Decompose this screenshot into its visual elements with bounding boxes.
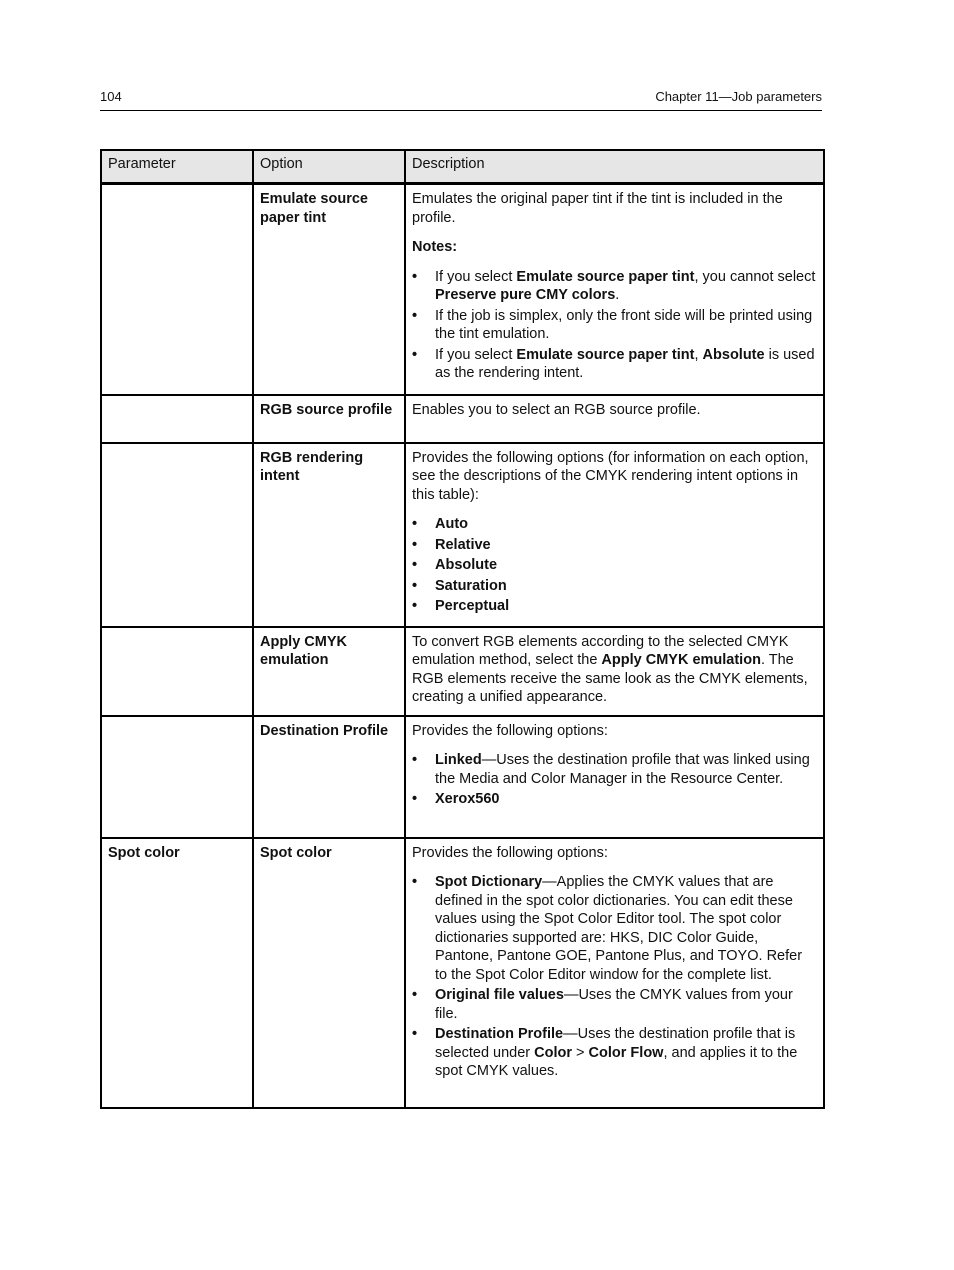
option-text: —Uses the CMYK values from your file.: [435, 987, 793, 1022]
list-item: [412, 556, 817, 575]
options-list: [412, 873, 817, 1081]
note-bold: Absolute: [702, 346, 765, 363]
option-text: —Applies the CMYK values that are defined in the spot color dictionaries. You can edit these values using the Spot Color Editor tool. The spot color dictionaries supported are: HKS, DIC Color Guide, Pantone, Pantone GOE, Pantone Plus, and TOYO. Refer to the Spot Color Editor window for the complete list.: [435, 874, 803, 983]
note-bold: Emulate source paper tint: [516, 268, 695, 285]
column-header-description: Description: [405, 150, 824, 184]
option-text: >: [572, 1044, 589, 1061]
description-part: . The RGB elements receive the same look as the CMYK elements, creating a unified appearance.: [412, 652, 808, 705]
option-name: Relative: [435, 536, 491, 553]
list-item: [412, 1025, 817, 1081]
description-text: Emulates the original paper tint if the tint is included in the profile.: [412, 191, 783, 226]
description-text: Provides the following options:: [412, 844, 608, 861]
table-header-row: [101, 150, 824, 184]
option-name: Absolute: [435, 557, 498, 573]
option-cell: Destination Profile: [253, 716, 405, 838]
table-row: [101, 838, 824, 1108]
page-number: 104: [100, 89, 122, 104]
parameter-cell: [101, 627, 253, 716]
option-text: —Uses the destination profile that is selected under: [435, 1026, 796, 1061]
option-name: Spot Dictionary: [435, 874, 543, 890]
option-name: Destination Profile: [435, 1026, 564, 1042]
options-list: [412, 515, 817, 616]
description-cell: [405, 627, 824, 716]
option-name: Auto: [435, 516, 469, 532]
note-text: If you select: [435, 268, 517, 285]
note-text: , you cannot select: [694, 268, 816, 285]
list-item: [412, 268, 817, 305]
list-item: [412, 873, 817, 984]
list-item: [412, 577, 817, 596]
description-part: To convert RGB elements according to the selected CMYK emulation method, select the: [412, 633, 789, 668]
chapter-title: Chapter 11—Job parameters: [655, 89, 822, 104]
list-item: [412, 751, 817, 788]
options-list: [412, 751, 817, 809]
description-text: [412, 633, 817, 707]
list-item: [412, 536, 817, 555]
column-header-parameter: Parameter: [101, 150, 253, 184]
note-text: .: [615, 287, 620, 303]
description-text: Enables you to select an RGB source profile.: [412, 401, 701, 418]
option-name: Perceptual: [435, 598, 510, 614]
table-row: [101, 443, 824, 627]
parameter-cell: [101, 184, 253, 395]
option-name: Saturation: [435, 577, 507, 594]
table-row: [101, 184, 824, 395]
parameter-cell: [101, 716, 253, 838]
description-cell: [405, 443, 824, 627]
option-name: Original file values: [435, 987, 564, 1003]
notes-label: Notes:: [412, 239, 458, 255]
option-bold: Color Flow: [588, 1044, 664, 1061]
table-row: [101, 627, 824, 716]
list-item: [412, 597, 817, 616]
description-text: Provides the following options (for information on each option, see the descriptions of the CMYK rendering intent options in this table):: [412, 449, 809, 503]
description-bold: Apply CMYK emulation: [601, 652, 761, 668]
note-text: If the job is simplex, only the front side will be printed using the tint emulation.: [435, 307, 813, 342]
list-item: [412, 986, 817, 1023]
description-text: Provides the following options:: [412, 722, 608, 739]
page-header: [100, 88, 822, 111]
list-item: [412, 346, 817, 383]
option-name: Linked: [435, 752, 482, 768]
note-bold: Emulate source paper tint: [516, 346, 695, 363]
option-bold: Color: [534, 1044, 573, 1061]
option-cell: Spot color: [253, 838, 405, 1108]
option-cell: RGB rendering intent: [253, 443, 405, 627]
parameters-table: [100, 149, 825, 1109]
notes-list: [412, 268, 817, 383]
description-cell: [405, 838, 824, 1108]
table-row: [101, 716, 824, 838]
option-cell: Apply CMYK emulation: [253, 627, 405, 716]
description-cell: [405, 184, 824, 395]
note-text: If you select: [435, 346, 517, 363]
option-name: Xerox560: [435, 791, 500, 807]
parameter-cell: [101, 395, 253, 443]
note-text: ,: [694, 346, 703, 363]
table-row: [101, 395, 824, 443]
description-cell: [405, 395, 824, 443]
option-cell: RGB source profile: [253, 395, 405, 443]
list-item: [412, 515, 817, 534]
list-item: [412, 307, 817, 344]
description-cell: [405, 716, 824, 838]
option-cell: Emulate source paper tint: [253, 184, 405, 395]
parameter-cell: [101, 443, 253, 627]
note-text: is used as the rendering intent.: [435, 346, 815, 381]
note-bold: Preserve pure CMY colors: [435, 287, 616, 303]
list-item: [412, 790, 817, 809]
option-text: , and applies it to the spot CMYK values.: [435, 1044, 798, 1079]
option-text: —Uses the destination profile that was linked using the Media and Color Manager in the Resource Center.: [435, 752, 810, 787]
parameter-cell: Spot color: [101, 838, 253, 1108]
column-header-option: Option: [253, 150, 405, 184]
